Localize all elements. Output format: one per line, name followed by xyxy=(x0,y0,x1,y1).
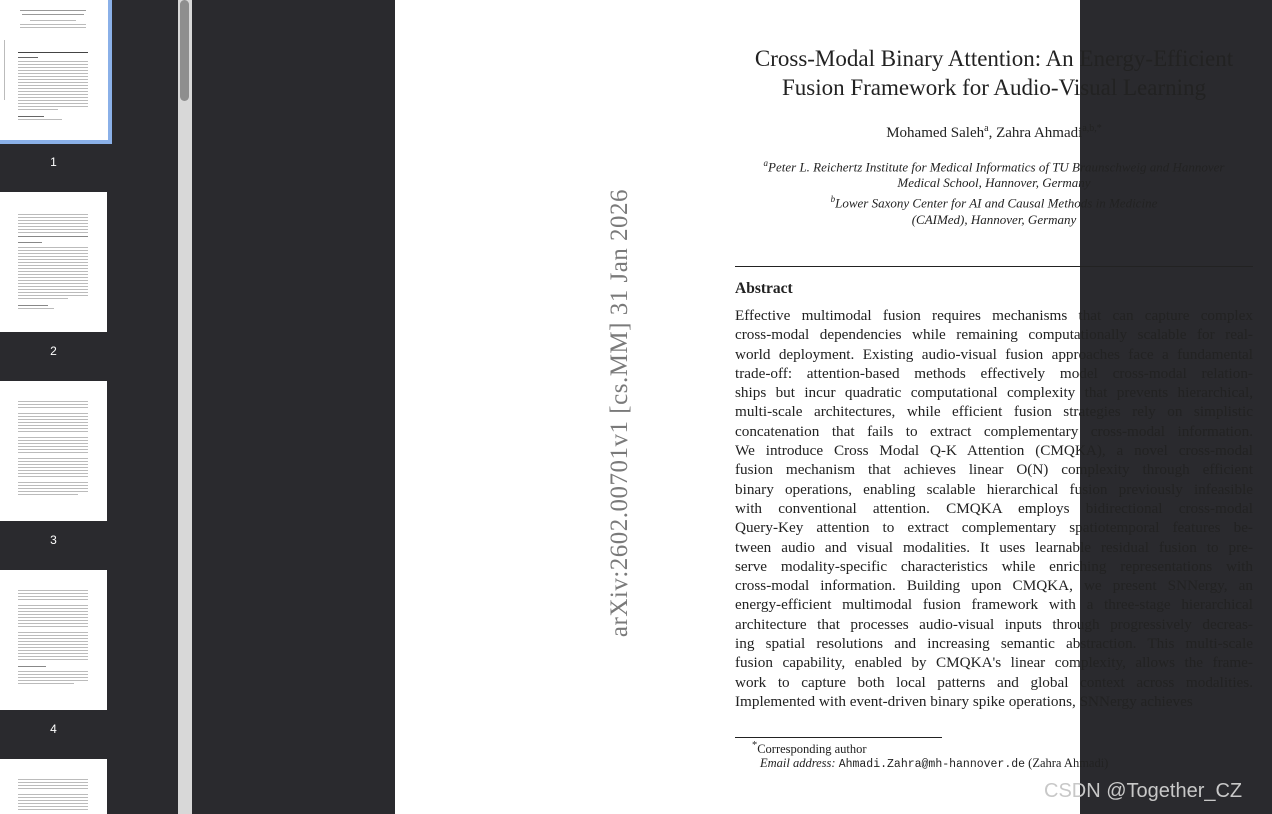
paper-title-line-2: Fusion Framework for Audio-Visual Learning xyxy=(781,75,1207,100)
abstract-line: tween audio and visual modalities. It uses learnable residual fusion to pre- xyxy=(735,538,1253,556)
sidebar-scrollbar-thumb[interactable] xyxy=(180,0,189,101)
abstract-line: Implemented with event-driven binary spike operations, SNNergy achieves xyxy=(735,692,1193,710)
footnote-corresponding-text: Corresponding author xyxy=(757,742,867,757)
affiliation-b-line-1 xyxy=(735,191,1253,211)
abstract-line: with conventional attention. CMQKA employs bidirectional cross-modal xyxy=(735,499,1253,517)
affiliation-a-mark: a xyxy=(763,158,769,168)
abstract-line: fusion capability, enabled by CMQKA's linear complexity, allows the frame- xyxy=(735,654,1253,672)
arxiv-stamp: arXiv:2602.00701v1 [cs.MM] 31 Jan 2026 xyxy=(606,188,633,638)
page-thumbnail-5[interactable] xyxy=(0,759,107,814)
affiliation-a-line-2: Medical School, Hannover, Germany xyxy=(897,175,1091,191)
abstract-line: work to capture both local patterns and global context across modalities. xyxy=(735,673,1253,691)
csdn-watermark: CSDN @Together_CZ xyxy=(1044,780,1243,802)
abstract-line: architecture that processes audio-visual inputs through progressively decreas- xyxy=(735,615,1253,633)
page-number-1: 1 xyxy=(50,155,57,169)
author-1: Mohamed Saleh xyxy=(886,125,985,141)
sidebar-scrollbar[interactable] xyxy=(178,0,192,814)
abstract-line: ships but incur quadratic computational complexity that prevents hierarchical, xyxy=(735,384,1253,402)
abstract-body xyxy=(735,306,1253,711)
abstract-line: serve modality-specific characteristics while enriching representations with xyxy=(735,557,1253,575)
page-thumbnail-2[interactable] xyxy=(0,192,107,332)
affiliation-a-text: Peter L. Reichertz Institute for Medical Informatics of TU Braunschweig and Hannover xyxy=(768,159,1225,175)
author-list xyxy=(735,123,1253,142)
abstract-line: cross-modal dependencies while remaining computationally scalable for real- xyxy=(735,326,1253,344)
affiliation-b-text: Lower Saxony Center for AI and Causal Methods in Medicine xyxy=(835,195,1158,211)
footnote-email xyxy=(760,756,1108,771)
abstract-top-rule xyxy=(735,266,1253,267)
paper-title-line-1: Cross-Modal Binary Attention: An Energy-Efficient xyxy=(754,46,1234,71)
affiliations xyxy=(735,155,1253,228)
author-separator: , xyxy=(988,125,997,141)
email-link[interactable]: Ahmadi.Zahra@mh-hannover.de xyxy=(838,758,1026,771)
abstract-heading: Abstract xyxy=(735,280,793,297)
abstract-line: concatenation that fails to extract complementary cross-modal information. xyxy=(735,422,1253,440)
abstract-line: world deployment. Existing audio-visual fusion approaches face a fundamental xyxy=(735,345,1253,363)
author-2-affil: a,b,* xyxy=(1082,123,1102,134)
email-label: Email address: xyxy=(760,756,836,770)
page-number-2: 2 xyxy=(50,344,57,358)
abstract-line: energy-efficient multimodal fusion framework with a three-stage hierarchical xyxy=(735,596,1253,614)
author-1-affil: a xyxy=(984,123,989,134)
affiliation-a-line-1 xyxy=(735,155,1253,175)
author-2: Zahra Ahmadi xyxy=(996,125,1083,141)
footnote-corresponding xyxy=(752,740,867,757)
abstract-line: We introduce Cross Modal Q-K Attention (CMQKA), a novel cross-modal xyxy=(735,442,1253,460)
page-thumbnail-3[interactable] xyxy=(0,381,107,521)
affiliation-b-line-2: (CAIMed), Hannover, Germany xyxy=(911,211,1077,227)
thumbnail-sidebar xyxy=(0,0,178,814)
affiliation-b-mark: b xyxy=(830,194,836,205)
footnote-rule xyxy=(735,737,942,738)
abstract-line: Effective multimodal fusion requires mechanisms that can capture complex xyxy=(735,307,1253,324)
page-thumbnail-1[interactable] xyxy=(0,0,108,140)
email-name: (Zahra Ahmadi) xyxy=(1028,756,1109,770)
abstract-line: ing spatial resolutions and increasing semantic abstraction. This multi-scale xyxy=(735,635,1253,653)
abstract-line: binary operations, enabling scalable hierarchical fusion previously infeasible xyxy=(735,480,1253,498)
abstract-line: trade-off: attention-based methods effectively model cross-modal relation- xyxy=(735,364,1253,382)
footnote-mark: * xyxy=(752,740,758,751)
abstract-line: cross-modal information. Building upon CMQKA, we present SNNergy, an xyxy=(735,577,1253,595)
abstract-line: Query-Key attention to extract complementary spatiotemporal features be- xyxy=(735,519,1253,537)
paper-title xyxy=(735,44,1253,102)
page-thumbnail-4[interactable] xyxy=(0,570,107,710)
abstract-line: multi-scale architectures, while efficient fusion strategies rely on simplistic xyxy=(735,403,1253,421)
abstract-line: fusion mechanism that achieves linear O(N) complexity through efficient xyxy=(735,461,1253,479)
page-number-4: 4 xyxy=(50,722,57,736)
page-number-3: 3 xyxy=(50,533,57,547)
